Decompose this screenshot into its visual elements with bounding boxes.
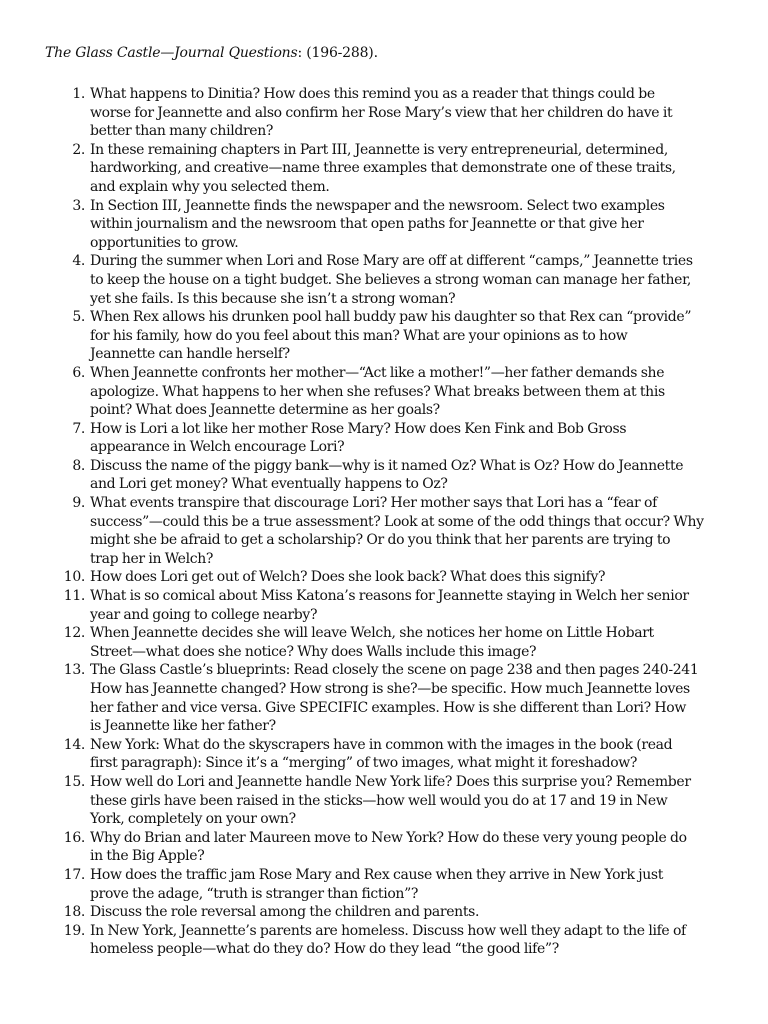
question-number: 18.: [63, 904, 85, 921]
question-item: [45, 903, 735, 922]
question-text-line: worse for Jeannette and also confirm her Rose Mary’s view that her children do have it: [90, 104, 673, 121]
question-text-line: better than many children?: [90, 123, 274, 140]
question-item: [45, 252, 735, 308]
question-text-line: How does the traffic jam Rose Mary and Rex cause when they arrive in New York just: [90, 866, 664, 883]
question-text-line: New York: What do the skyscrapers have in common with the images in the book (read: [90, 736, 673, 753]
question-text-line: How well do Lori and Jeannette handle New York life? Does this surprise you? Remember: [90, 773, 691, 790]
question-number: 10.: [63, 569, 85, 586]
question-text: [90, 457, 735, 494]
question-item: [45, 308, 735, 364]
question-item: [45, 829, 735, 866]
question-text: [90, 197, 735, 253]
question-text-line: York, completely on your own?: [90, 811, 296, 828]
question-text-line: The Glass Castle’s blueprints: Read closely the scene on page 238 and then pages 240-241: [90, 662, 699, 679]
question-text-line: How is Lori a lot like her mother Rose Mary? How does Ken Fink and Bob Gross: [90, 420, 627, 437]
question-text-line: might she be afraid to get a scholarship? Or do you think that her parents are trying to: [90, 532, 671, 549]
question-text: [90, 568, 735, 587]
question-text: [90, 494, 735, 568]
question-text-line: to keep the house on a tight budget. She believes a strong woman can manage her father,: [90, 271, 692, 288]
question-text-line: and explain why you selected them.: [90, 178, 330, 195]
question-item: [45, 364, 735, 420]
question-number: 8.: [72, 457, 85, 474]
question-text-line: success”—could this be a true assessment? Look at some of the odd things that occur? Why: [90, 513, 704, 530]
question-number: 19.: [63, 922, 85, 939]
question-text-line: What happens to Dinitia? How does this remind you as a reader that things could be: [90, 86, 655, 102]
question-text-line: Street—what does she notice? Why does Walls include this image?: [90, 643, 537, 660]
question-text-line: is Jeannette like her father?: [90, 718, 276, 735]
question-text: [90, 624, 735, 661]
question-item: [45, 866, 735, 903]
question-text: [90, 364, 735, 420]
question-item: [45, 85, 735, 141]
question-text-line: What is so comical about Miss Katona’s reasons for Jeannette staying in Welch her senior: [90, 588, 689, 605]
question-text: [90, 922, 735, 959]
question-text-line: In Section III, Jeannette finds the newspaper and the newsroom. Select two examples: [90, 197, 665, 214]
question-number: 2.: [72, 141, 85, 158]
question-text-line: When Rex allows his drunken pool hall buddy paw his daughter so that Rex can “provide”: [90, 309, 692, 326]
question-number: 17.: [63, 866, 85, 883]
question-text-line: year and going to college nearby?: [90, 606, 318, 623]
question-number: 7.: [72, 420, 85, 437]
question-text: [90, 661, 735, 735]
question-text: [90, 829, 735, 866]
question-item: [45, 661, 735, 735]
question-text-line: When Jeannette decides she will leave Welch, she notices her home on Little Hobart: [90, 625, 654, 642]
question-text-line: What events transpire that discourage Lori? Her mother says that Lori has a “fear of: [90, 495, 657, 512]
question-item: [45, 141, 735, 197]
question-text-line: first paragraph): Since it’s a “merging” of two images, what might it foreshadow?: [90, 755, 638, 772]
question-text: [90, 85, 735, 141]
question-text-line: and Lori get money? What eventually happens to Oz?: [90, 476, 448, 493]
question-text-line: During the summer when Lori and Rose Mary are off at different “camps,” Jeannette tries: [90, 253, 693, 270]
question-text-line: these girls have been raised in the sticks—how well would you do at 17 and 19 in New: [90, 792, 668, 809]
heading-title: The Glass Castle—Journal Questions: [45, 45, 298, 61]
question-text-line: Discuss the role reversal among the children and parents.: [90, 904, 480, 921]
question-text-line: hardworking, and creative—name three examples that demonstrate one of these traits,: [90, 160, 676, 177]
question-number: 3.: [72, 197, 85, 214]
question-text: [90, 903, 735, 922]
question-item: [45, 494, 735, 568]
question-text-line: prove the adage, “truth is stranger than fiction”?: [90, 885, 419, 902]
question-list: [45, 85, 735, 959]
question-text-line: Why do Brian and later Maureen move to New York? How do these very young people do: [90, 829, 687, 846]
question-text-line: appearance in Welch encourage Lori?: [90, 439, 345, 456]
question-item: [45, 922, 735, 959]
question-number: 9.: [72, 495, 85, 512]
question-text-line: Jeannette can handle herself?: [90, 346, 290, 363]
question-item: [45, 736, 735, 773]
question-item: [45, 568, 735, 587]
question-text-line: Discuss the name of the piggy bank—why is it named Oz? What is Oz? How do Jeannette: [90, 457, 684, 474]
question-number: 4.: [72, 253, 85, 270]
question-text: [90, 141, 735, 197]
question-item: [45, 420, 735, 457]
question-text: [90, 252, 735, 308]
question-text-line: When Jeannette confronts her mother—“Act like a mother!”—her father demands she: [90, 364, 665, 381]
question-text-line: In these remaining chapters in Part III, Jeannette is very entrepreneurial, determined,: [90, 141, 668, 158]
question-item: [45, 587, 735, 624]
question-text-line: opportunities to grow.: [90, 234, 239, 251]
question-text-line: How does Lori get out of Welch? Does she look back? What does this signify?: [90, 569, 606, 586]
question-number: 12.: [63, 625, 85, 642]
question-number: 14.: [63, 736, 85, 753]
question-text-line: for his family, how do you feel about this man? What are your opinions as to how: [90, 327, 628, 344]
question-text-line: apologize. What happens to her when she refuses? What breaks between them at this: [90, 383, 665, 400]
question-item: [45, 457, 735, 494]
question-text-line: point? What does Jeannette determine as her goals?: [90, 402, 440, 419]
document-heading: [45, 44, 378, 62]
question-text-line: in the Big Apple?: [90, 848, 205, 865]
question-text-line: homeless people—what do they do? How do they lead “the good life”?: [90, 941, 559, 958]
question-text-line: yet she fails. Is this because she isn’t a strong woman?: [90, 290, 456, 307]
question-text-line: How has Jeannette changed? How strong is she?—be specific. How much Jeannette loves: [90, 681, 690, 697]
question-text-line: trap her in Welch?: [90, 550, 214, 567]
question-text-line: within journalism and the newsroom that open paths for Jeannette or that give her: [90, 216, 644, 233]
question-text: [90, 736, 735, 773]
question-number: 15.: [63, 773, 85, 790]
question-number: 6.: [72, 364, 85, 381]
question-text: [90, 866, 735, 903]
heading-page-range: : (196-288).: [297, 45, 378, 61]
question-text-line: her father and vice versa. Give SPECIFIC examples. How is she different than Lori? How: [90, 699, 687, 716]
question-text: [90, 587, 735, 624]
question-number: 5.: [72, 309, 85, 326]
question-text: [90, 308, 735, 364]
question-text: [90, 773, 735, 829]
question-number: 1.: [72, 86, 85, 102]
question-number: 16.: [63, 829, 85, 846]
question-text-line: In New York, Jeannette’s parents are homeless. Discuss how well they adapt to the life of: [90, 922, 686, 939]
question-item: [45, 197, 735, 253]
question-item: [45, 773, 735, 829]
question-number: 11.: [63, 588, 85, 605]
question-item: [45, 624, 735, 661]
question-number: 13.: [63, 662, 85, 679]
question-text: [90, 420, 735, 457]
